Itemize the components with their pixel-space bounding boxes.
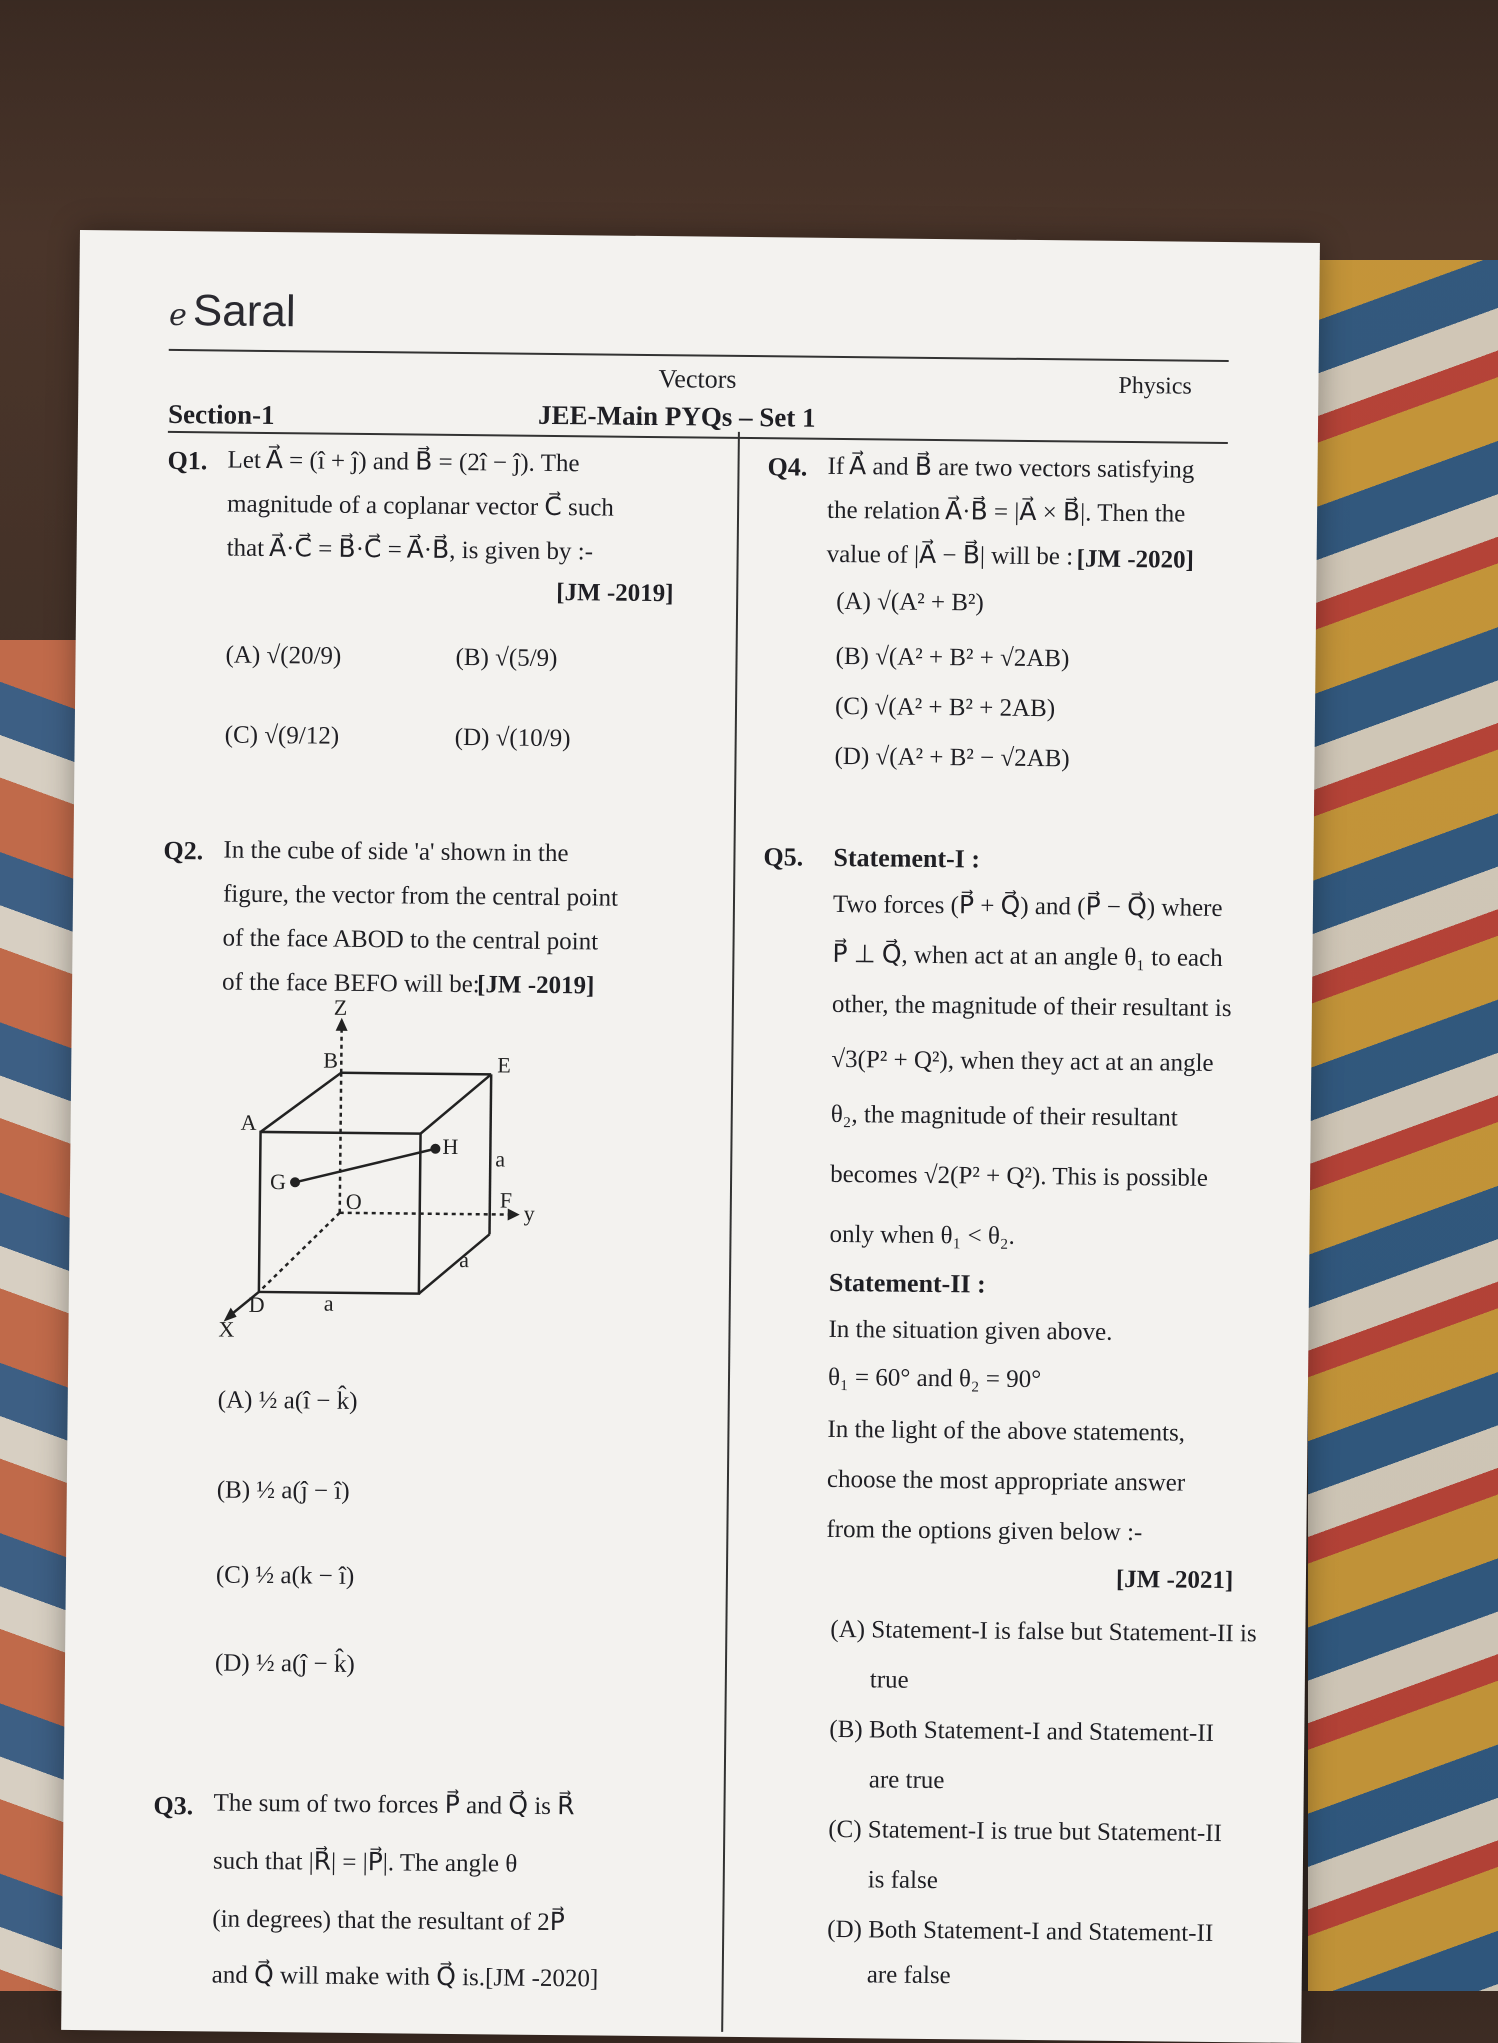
question-text: the relation A⃗·B⃗ = |A⃗ × B⃗|. Then the [827, 489, 1186, 537]
question-text: that A⃗·C⃗ = B⃗·C⃗ = A⃗·B⃗, is given by :- [226, 527, 593, 575]
question-text: The sum of two forces P⃗ and Q⃗ is R⃗ [213, 1781, 575, 1829]
option-d: (D) √(A² + B² − √2AB) [834, 743, 1069, 773]
point-g [290, 1177, 300, 1187]
label-f: F [500, 1187, 513, 1212]
question-number: Q3. [153, 1791, 193, 1821]
set-title: JEE-Main PYQs – Set 1 [538, 400, 816, 434]
option-b: (B) ½ a(ĵ − î) [217, 1477, 350, 1506]
exam-tag: [JM -2021] [1116, 1566, 1234, 1595]
label-a: A [241, 1110, 257, 1135]
topic-title: Vectors [658, 364, 736, 395]
label-d: D [249, 1292, 265, 1317]
question-text: of the face ABOD to the central point [222, 917, 598, 965]
question-text: value of |A⃗ − B⃗| will be : [826, 533, 1073, 580]
statement-text: becomes √2(P² + Q²). This is possible [830, 1153, 1208, 1201]
label-b: B [323, 1048, 338, 1073]
option-c: (C) √(A² + B² + 2AB) [835, 693, 1055, 723]
question-text: (in degrees) that the resultant of 2P⃗ [212, 1897, 565, 1945]
question-3 [80, 230, 1320, 243]
question-1 [80, 230, 1320, 243]
statement-1-title: Statement-I : [833, 843, 980, 875]
option-d: (D) √(10/9) [455, 724, 571, 753]
question-text: In the light of the above statements, [827, 1408, 1185, 1456]
exam-tag: [JM -2019] [477, 971, 595, 1000]
saral-logo-icon: ℯ [169, 299, 187, 332]
section-label: Section-1 [168, 399, 275, 431]
label-z: Z [334, 995, 348, 1020]
option-b: (B) √(5/9) [455, 644, 557, 673]
question-number: Q2. [163, 836, 203, 866]
statement-text: Two forces (P⃗ + Q⃗) and (P⃗ − Q⃗) where [833, 883, 1223, 931]
statement-2-title: Statement-II : [829, 1268, 986, 1300]
option-a: (A) √(A² + B²) [836, 588, 984, 618]
question-number: Q5. [763, 842, 803, 872]
option-a: (A) Statement-I is false but Statement-II is [830, 1608, 1257, 1656]
option-d-continued: are false [867, 1953, 951, 1998]
worksheet-page [61, 230, 1320, 2043]
label-o: O [346, 1189, 362, 1214]
label-h: H [442, 1134, 458, 1159]
question-number: Q1. [167, 446, 207, 476]
option-c: (C) Statement-I is true but Statement-II [828, 1808, 1222, 1856]
statement-text: other, the magnitude of their resultant is [832, 983, 1232, 1031]
option-a: (A) ½ a(î − k̂) [218, 1387, 358, 1416]
question-2 [80, 230, 1320, 243]
statement-text: P⃗ ⊥ Q⃗, when act at an angle θ₁ to each [832, 933, 1223, 981]
question-text: figure, the vector from the central point [223, 873, 618, 921]
option-a-continued: true [870, 1658, 909, 1702]
exam-tag: [JM -2020] [1076, 545, 1194, 574]
question-text: If A⃗ and B⃗ are two vectors satisfying [827, 445, 1194, 493]
label-side-a: a [324, 1291, 334, 1316]
background-cloth-right [1308, 260, 1498, 1991]
cube-figure [218, 1012, 581, 1346]
question-4 [80, 230, 1320, 243]
statement-text: √3(P² + Q²), when they act at an angle [831, 1038, 1214, 1086]
option-c: (C) √(9/12) [225, 722, 340, 751]
header-rule [169, 349, 1229, 362]
question-text: In the cube of side 'a' shown in the [223, 829, 568, 877]
option-b-continued: are true [869, 1758, 945, 1803]
statement-text: In the situation given above. [828, 1308, 1112, 1355]
question-text: such that |R⃗| = |P⃗|. The angle θ [213, 1839, 518, 1886]
statement-text: θ₁ = 60° and θ₂ = 90° [828, 1356, 1042, 1402]
question-text: of the face BEFO will be: [222, 961, 480, 1008]
question-text: magnitude of a coplanar vector C⃗ such [227, 483, 614, 531]
option-a: (A) √(20/9) [225, 642, 341, 671]
option-c: (C) ½ a(k − î) [216, 1561, 355, 1590]
option-d: (D) Both Statement-I and Statement-II [827, 1908, 1213, 1956]
point-h [430, 1144, 440, 1154]
option-b: (B) √(A² + B² + √2AB) [835, 643, 1069, 673]
label-side-a: a [495, 1146, 505, 1171]
label-side-a: a [459, 1247, 469, 1272]
question-5 [80, 230, 1320, 243]
question-text: Let A⃗ = (î + ĵ) and B⃗ = (2î − ĵ). The [227, 439, 579, 487]
option-c-continued: is false [868, 1858, 939, 1903]
label-e: E [497, 1052, 511, 1077]
column-divider [721, 432, 740, 2032]
question-text: and Q⃗ will make with Q⃗ is.[JM -2020] [211, 1953, 598, 2001]
statement-text: only when θ₁ < θ₂. [829, 1213, 1015, 1259]
subject-label: Physics [1118, 373, 1192, 401]
question-number: Q4. [767, 452, 807, 482]
exam-tag: [JM -2019] [556, 579, 674, 608]
question-text: choose the most appropriate answer [827, 1458, 1186, 1506]
statement-text: θ₂, the magnitude of their resultant [831, 1093, 1178, 1141]
saral-logo: ℯ Saral [169, 286, 296, 337]
label-x: X [218, 1317, 234, 1342]
option-b: (B) Both Statement-I and Statement-II [829, 1708, 1214, 1756]
option-d: (D) ½ a(ĵ − k̂) [215, 1649, 355, 1678]
label-g: G [270, 1169, 286, 1194]
label-y: y [524, 1201, 535, 1226]
question-text: from the options given below :- [826, 1508, 1142, 1555]
